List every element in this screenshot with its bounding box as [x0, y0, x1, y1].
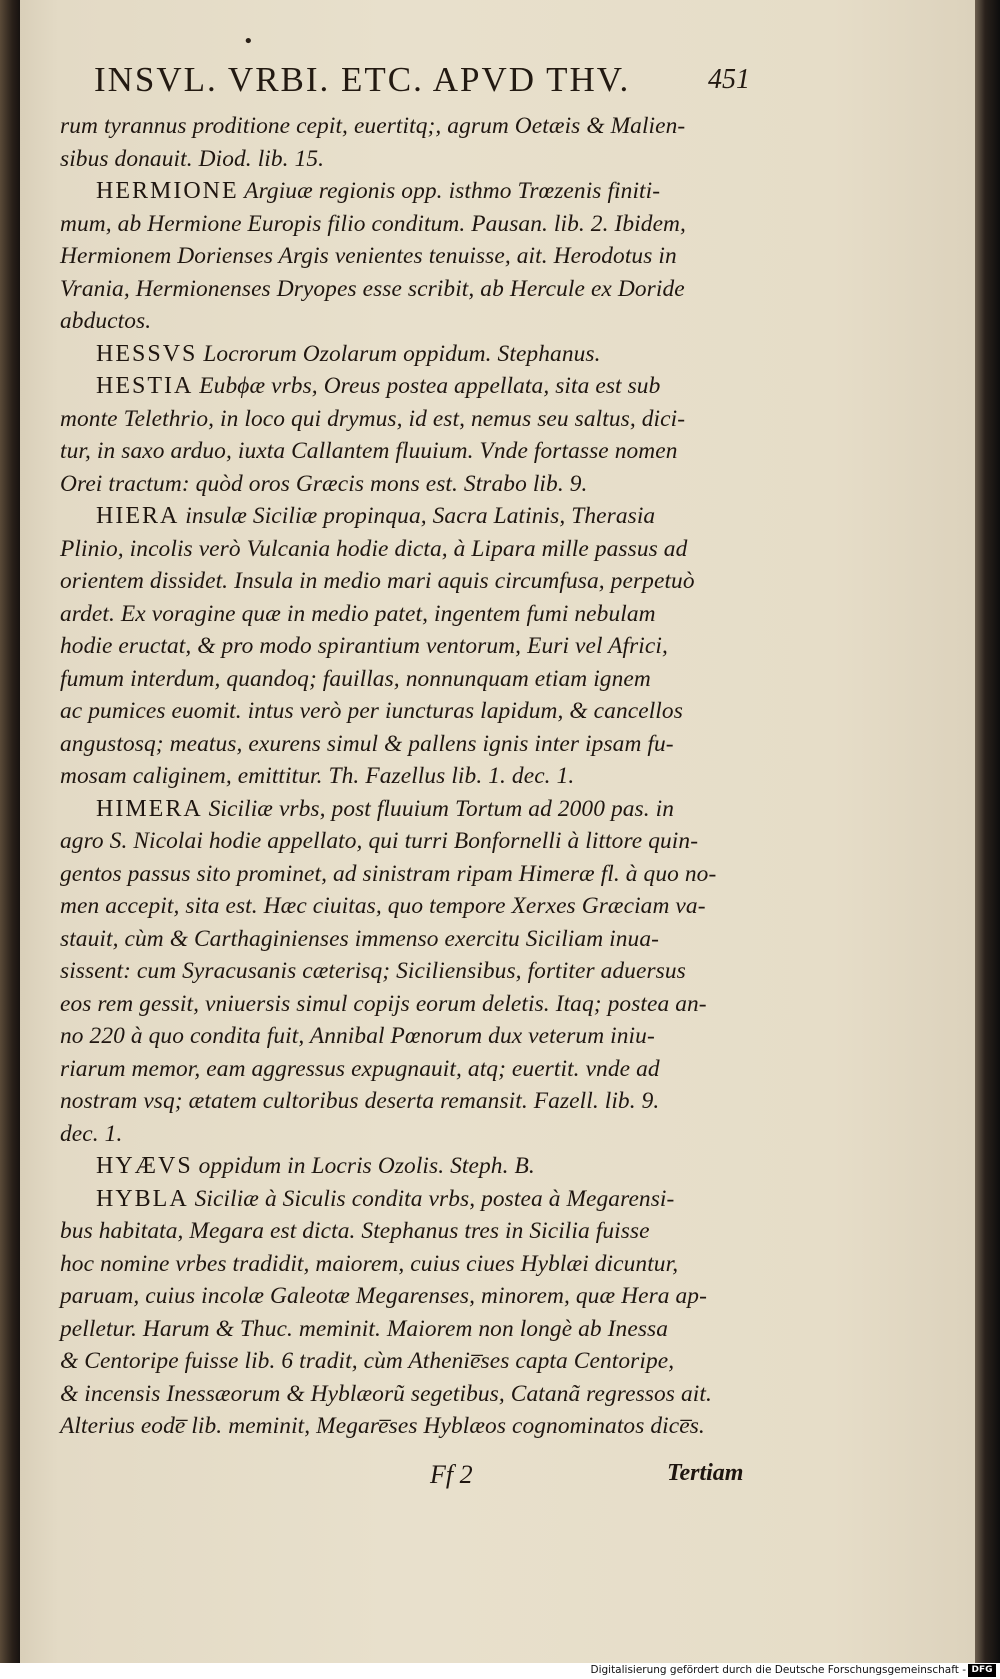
- line-text: nostram vsq; ætatem cultoribus deserta remansit. Fazell. lib. 9.: [60, 1088, 660, 1114]
- text-line: [60, 110, 775, 143]
- text-line: [60, 1378, 775, 1411]
- text-line: [60, 695, 775, 728]
- text-line: [60, 630, 775, 663]
- text-line: [60, 500, 775, 533]
- line-text: stauit, cùm & Carthaginienses immenso exercitu Siciliam inua-: [60, 925, 660, 952]
- line-text: Vrania, Hermionenses Dryopes esse scribit, ab Hercule ex Doride: [60, 275, 685, 302]
- line-text: rum tyrannus proditione cepit, euertitq;, agrum Oetæis & Malien-: [60, 113, 686, 139]
- line-text: pelletur. Harum & Thuc. meminit. Maiorem non longè ab Inessa: [60, 1315, 669, 1342]
- body-text: [60, 110, 775, 1443]
- text-line: [60, 923, 775, 956]
- text-line: [60, 533, 775, 566]
- line-text: Locrorum Ozolarum oppidum. Stephanus.: [197, 340, 601, 367]
- text-line: [60, 240, 775, 273]
- line-text: abductos.: [60, 308, 152, 334]
- entry-heading: HESSVS: [96, 340, 198, 367]
- line-text: gentos passus sito prominet, ad sinistram ripam Himeræ fl. à quo no-: [60, 860, 717, 887]
- entry-heading: HESTIA: [96, 373, 194, 399]
- running-head: INSVL. VRBI. ETC. APVD THV.: [94, 60, 631, 99]
- line-text: sibus donauit. Diod. lib. 15.: [60, 145, 325, 172]
- text-line: [60, 1150, 775, 1183]
- signature-mark: Ff 2: [430, 1460, 473, 1489]
- text-line: [60, 565, 775, 598]
- line-text: oppidum in Locris Ozolis. Steph. B.: [192, 1153, 535, 1179]
- line-text: sissent: cum Syracusanis cæterisq; Siciliensibus, fortiter aduersus: [60, 958, 686, 984]
- text-line: [60, 988, 775, 1021]
- line-text: hoc nomine vrbes tradidit, maiorem, cuius ciues Hyblæi dicuntur,: [60, 1250, 679, 1277]
- text-line: [60, 1118, 775, 1151]
- text-line: [60, 208, 775, 241]
- line-text: Hermionem Dorienses Argis venientes tenuisse, ait. Herodotus in: [60, 243, 677, 269]
- line-text: mum, ab Hermione Europis filio conditum. Pausan. lib. 2. Ibidem,: [60, 210, 686, 237]
- line-text: mosam caliginem, emittitur. Th. Fazellus lib. 1. dec. 1.: [60, 763, 575, 789]
- text-line: [60, 273, 775, 306]
- line-text: fumum interdum, quandoq; fauillas, nonnunquam etiam ignem: [60, 665, 651, 692]
- line-text: dec. 1.: [60, 1120, 123, 1147]
- text-line: [60, 338, 775, 371]
- entry-heading: HIMERA: [96, 795, 203, 822]
- text-line: [60, 468, 775, 501]
- text-line: [60, 143, 775, 176]
- line-text: monte Telethrio, in loco qui drymus, id est, nemus seu saltus, dici-: [60, 405, 686, 432]
- text-line: [60, 1313, 775, 1346]
- line-text: hodie eructat, & pro modo spirantium ventorum, Euri vel Africi,: [60, 633, 668, 659]
- text-line: [60, 598, 775, 631]
- line-text: Eubϕæ vrbs, Oreus postea appellata, sita est sub: [193, 373, 661, 399]
- page-edge: [975, 0, 1000, 1663]
- text-line: [60, 760, 775, 793]
- entry-heading: HYÆVS: [96, 1153, 193, 1179]
- line-text: angustosq; meatus, exurens simul & pallens ignis inter ipsam fu-: [60, 730, 674, 757]
- line-text: paruam, cuius incolæ Galeotæ Megarenses, minorem, quæ Hera ap-: [60, 1283, 707, 1309]
- text-line: [60, 890, 775, 923]
- line-text: Plinio, incolis verò Vulcania hodie dicta, à Lipara mille passus ad: [60, 535, 688, 562]
- line-text: riarum memor, eam aggressus expugnauit, atq; euertit. vnde ad: [60, 1055, 660, 1082]
- text-line: [60, 1053, 775, 1086]
- text-line: [60, 728, 775, 761]
- line-text: agro S. Nicolai hodie appellato, qui turri Bonfornelli à littore quin-: [60, 828, 699, 854]
- line-text: Argiuæ regionis opp. isthmo Trœzenis finiti-: [238, 178, 661, 204]
- line-text: Siciliæ à Siculis condita vrbs, postea à Megarensi-: [188, 1185, 675, 1212]
- line-text: bus habitata, Megara est dicta. Stephanus tres in Sicilia fuisse: [60, 1218, 650, 1244]
- line-text: ac pumices euomit. intus verò per iuncturas lapidum, & cancellos: [60, 698, 683, 724]
- text-line: [60, 1020, 775, 1053]
- text-line: [60, 1410, 775, 1443]
- dfg-logo: DFG: [968, 1664, 996, 1677]
- line-text: ardet. Ex voragine quæ in medio patet, ingentem fumi nebulam: [60, 600, 656, 627]
- text-line: [60, 305, 775, 338]
- text-line: [60, 825, 775, 858]
- text-line: [60, 403, 775, 436]
- text-line: [60, 435, 775, 468]
- ink-mark: •: [243, 31, 254, 52]
- text-line: [60, 793, 775, 826]
- line-text: Siciliæ vrbs, post fluuium Tortum ad 2000 pas. in: [202, 795, 675, 822]
- page-number: 451: [708, 64, 750, 95]
- scanned-page: [20, 0, 975, 1663]
- text-line: [60, 1248, 775, 1281]
- line-text: eos rem gessit, vniuersis simul copijs eorum deletis. Itaq; postea an-: [60, 990, 707, 1017]
- text-line: [60, 175, 775, 208]
- line-text: & Centoripe fuisse lib. 6 tradit, cùm Athenie̅ses capta Centoripe,: [60, 1348, 675, 1374]
- text-line: [60, 663, 775, 696]
- entry-heading: HERMIONE: [96, 178, 239, 204]
- line-text: Alterius eode̅ lib. meminit, Megare̅ses Hyblæos cognominatos dice̅s.: [60, 1413, 705, 1439]
- text-line: [60, 858, 775, 891]
- line-text: men accepit, sita est. Hæc ciuitas, quo tempore Xerxes Græciam va-: [60, 893, 706, 919]
- book-spine: [0, 0, 20, 1663]
- text-line: [60, 1085, 775, 1118]
- text-line: [60, 1280, 775, 1313]
- catchword: Tertiam: [667, 1460, 744, 1486]
- text-line: [60, 1183, 775, 1216]
- entry-heading: HIERA: [96, 503, 180, 529]
- footer-bar: [0, 1663, 1000, 1679]
- footer-credit: Digitalisierung gefördert durch die Deutsche Forschungsgemeinschaft -: [590, 1664, 966, 1676]
- text-line: [60, 1345, 775, 1378]
- text-line: [60, 370, 775, 403]
- text-line: [60, 1215, 775, 1248]
- line-text: no 220 à quo condita fuit, Annibal Pœnorum dux veterum iniu-: [60, 1023, 655, 1049]
- line-text: tur, in saxo arduo, iuxta Callantem fluuium. Vnde fortasse nomen: [60, 438, 678, 464]
- line-text: & incensis Inessæorum & Hyblæorũ segetibus, Catanã regressos ait.: [60, 1380, 712, 1407]
- text-line: [60, 955, 775, 988]
- line-text: orientem dissidet. Insula in medio mari aquis circumfusa, perpetuò: [60, 568, 695, 594]
- line-text: insulæ Siciliæ propinqua, Sacra Latinis, Therasia: [179, 503, 656, 529]
- line-text: Orei tractum: quòd oros Græcis mons est. Strabo lib. 9.: [60, 470, 588, 497]
- entry-heading: HYBLA: [96, 1185, 189, 1212]
